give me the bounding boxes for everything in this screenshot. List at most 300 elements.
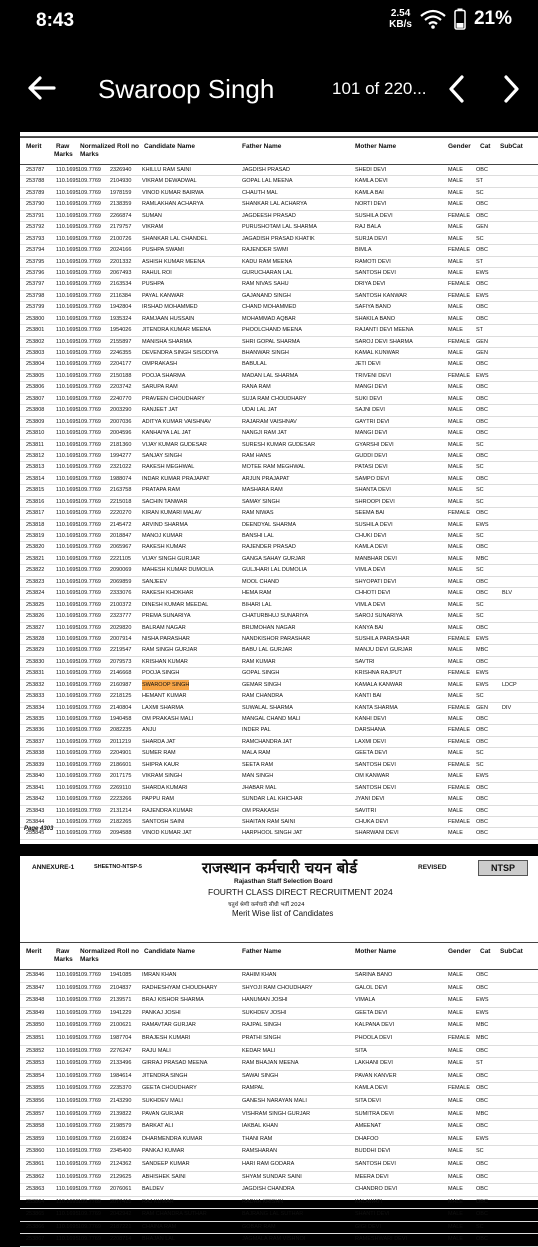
status-bar bbox=[0, 0, 538, 44]
cell-merit: 253836 bbox=[26, 727, 45, 734]
cell-category: OBC bbox=[476, 727, 488, 734]
cell-gender: MALE bbox=[448, 452, 463, 459]
cell-raw-marks: 110.1695 bbox=[56, 818, 79, 825]
cell-candidate-name: POOJA SINGH bbox=[142, 670, 180, 677]
cell-normalized-marks: 109.7769 bbox=[78, 796, 101, 803]
cell-candidate-name: OM PRAKASH MALI bbox=[142, 716, 194, 722]
cell-category: MBC bbox=[476, 555, 489, 562]
cell-category: MBC bbox=[476, 1110, 489, 1117]
table-row bbox=[20, 302, 538, 313]
cell-merit: 253806 bbox=[26, 384, 45, 391]
cell-raw-marks: 110.1695 bbox=[56, 235, 79, 242]
table-row bbox=[20, 485, 538, 496]
cell-merit: 253860 bbox=[26, 1148, 45, 1155]
col-merit: Merit bbox=[26, 143, 42, 150]
cell-mother-name: SHANTA DEVI bbox=[355, 487, 391, 494]
col-gender: Gender bbox=[448, 143, 471, 150]
table-row bbox=[20, 565, 538, 576]
table-row bbox=[20, 1033, 538, 1046]
cell-candidate-name: VINOD KUMAR JAT bbox=[142, 830, 192, 837]
cell-mother-name: RAJ BALA bbox=[355, 224, 381, 231]
cell-normalized-marks: 109.7769 bbox=[78, 167, 101, 173]
cell-mother-name: SITA bbox=[355, 1047, 367, 1054]
cell-normalized-marks: 109.7769 bbox=[78, 1047, 101, 1054]
cell-raw-marks: 110.1695 bbox=[56, 304, 79, 311]
pdf-page-next[interactable] bbox=[20, 856, 538, 1243]
table-row bbox=[20, 440, 538, 451]
table-row bbox=[20, 268, 538, 279]
cell-normalized-marks: 109.7769 bbox=[78, 567, 101, 574]
cell-candidate-name: SHIPRA KAUR bbox=[142, 761, 179, 768]
cell-raw-marks: 110.1695 bbox=[56, 1223, 79, 1230]
cell-roll-no: 2323777 bbox=[110, 613, 132, 620]
cell-normalized-marks: 109.7769 bbox=[78, 258, 101, 265]
cell-roll-no: 1984614 bbox=[110, 1072, 132, 1079]
table-row bbox=[20, 806, 538, 817]
cell-raw-marks: 110.1695 bbox=[56, 418, 79, 425]
col-roll-no: Roll no bbox=[117, 143, 140, 150]
cell-gender: MALE bbox=[448, 441, 463, 448]
cell-father-name: RADHA KRISHN bbox=[242, 1198, 284, 1205]
cell-mother-name: GUDDI DEVI bbox=[355, 452, 388, 459]
cell-raw-marks: 110.1695 bbox=[56, 361, 79, 368]
battery-percent: 21% bbox=[473, 8, 512, 29]
cell-raw-marks: 110.1695 bbox=[56, 624, 79, 631]
cell-normalized-marks: 109.7769 bbox=[78, 601, 101, 608]
cell-raw-marks: 110.1695 bbox=[56, 693, 79, 700]
cell-candidate-name: GEETA CHOUDHARY bbox=[142, 1085, 197, 1092]
cell-raw-marks: 110.1695 bbox=[56, 212, 79, 219]
cell-category: OBC bbox=[476, 201, 488, 208]
cell-raw-marks: 110.1695 bbox=[56, 430, 79, 437]
cell-gender: FEMALE bbox=[448, 818, 471, 825]
search-match-highlight: SWAROOP SINGH bbox=[142, 680, 189, 690]
cell-roll-no: 2201332 bbox=[110, 258, 132, 265]
cell-mother-name: KANHI DEVI bbox=[355, 716, 387, 722]
cell-gender: MALE bbox=[448, 1160, 463, 1167]
cell-category: OBC bbox=[476, 361, 488, 368]
cell-merit: 253828 bbox=[26, 635, 45, 642]
cell-raw-marks: 110.1695 bbox=[56, 544, 79, 551]
cell-father-name: MOHAMMAD AQBAR bbox=[242, 315, 296, 322]
table-row bbox=[20, 828, 538, 839]
cell-raw-marks: 110.1695 bbox=[56, 716, 79, 722]
cell-raw-marks: 110.1695 bbox=[56, 704, 79, 711]
cell-raw-marks: 110.1695 bbox=[56, 384, 79, 391]
cell-gender: MALE bbox=[448, 1186, 463, 1193]
table-row bbox=[20, 188, 538, 199]
cell-category: SC bbox=[476, 235, 484, 242]
cell-normalized-marks: 109.7769 bbox=[78, 1198, 101, 1205]
cell-mother-name: MANGI DEVI bbox=[355, 384, 388, 391]
cell-gender: MALE bbox=[448, 1135, 463, 1142]
previous-match-chevron-icon[interactable] bbox=[442, 72, 472, 106]
cell-normalized-marks: 109.7769 bbox=[78, 269, 101, 276]
cell-raw-marks: 110.1695 bbox=[56, 590, 79, 597]
network-speed-value: 2.54 bbox=[390, 8, 411, 19]
cell-mother-name: NORTI DEVI bbox=[355, 201, 387, 208]
table-row bbox=[20, 508, 538, 519]
cell-mother-name: SUKI DEVI bbox=[355, 395, 383, 402]
cell-mother-name: KAMLA DEVI bbox=[355, 178, 388, 185]
cell-raw-marks: 110.1695 bbox=[56, 1110, 79, 1117]
col-raw-marks-line2: Marks bbox=[54, 151, 73, 158]
col-cat: Cat bbox=[480, 948, 491, 955]
cell-category: OBC bbox=[476, 972, 488, 978]
cell-raw-marks: 110.1695 bbox=[56, 315, 79, 322]
cell-gender: MALE bbox=[448, 327, 463, 334]
cell-merit: 253826 bbox=[26, 613, 45, 620]
cell-normalized-marks: 109.7769 bbox=[78, 1022, 101, 1029]
cell-merit: 253851 bbox=[26, 1034, 45, 1041]
cell-category: OBC bbox=[476, 984, 488, 991]
cell-mother-name: AMEENAT bbox=[355, 1123, 382, 1130]
cell-category: SC bbox=[476, 533, 484, 539]
cell-normalized-marks: 109.7769 bbox=[78, 1110, 101, 1117]
cell-roll-no: 1942804 bbox=[110, 304, 132, 311]
cell-normalized-marks: 109.7769 bbox=[78, 452, 101, 459]
cell-merit: 253820 bbox=[26, 544, 45, 551]
table-row bbox=[20, 1197, 538, 1210]
cell-roll-no: 2116384 bbox=[110, 292, 132, 299]
cell-father-name: GULJHARI LAL DUMOLIA bbox=[242, 567, 307, 574]
table-row bbox=[20, 314, 538, 325]
cell-roll-no: 2333076 bbox=[110, 590, 132, 597]
table-row bbox=[20, 382, 538, 393]
table-row bbox=[20, 542, 538, 553]
cell-mother-name: DRIYA DEVI bbox=[355, 281, 386, 288]
cell-candidate-name: RAKESH KHOKHAR bbox=[142, 590, 194, 597]
cell-candidate-name: VIKRAM bbox=[142, 224, 164, 231]
cell-roll-no: 2090069 bbox=[110, 567, 132, 574]
cell-raw-marks: 110.1695 bbox=[56, 681, 79, 688]
cell-candidate-name: VINOD KUMAR BAIRWA bbox=[142, 189, 204, 196]
cell-gender: MALE bbox=[448, 350, 463, 356]
cell-gender: MALE bbox=[448, 773, 463, 780]
cell-mother-name: VIMLA DEVI bbox=[355, 601, 386, 608]
pdf-page-4303[interactable] bbox=[20, 132, 538, 844]
cell-normalized-marks: 109.7769 bbox=[78, 750, 101, 757]
cell-father-name: RAM CHANDRA bbox=[242, 693, 283, 700]
cell-merit: 253838 bbox=[26, 750, 45, 757]
cell-father-name: PRATHI SINGH bbox=[242, 1034, 281, 1041]
cell-category: EWS bbox=[476, 1135, 489, 1142]
cell-normalized-marks: 109.7769 bbox=[78, 464, 101, 471]
cell-roll-no: 2204901 bbox=[110, 750, 132, 757]
table-row bbox=[20, 417, 538, 428]
cell-father-name: SHAITAN RAM SAINI bbox=[242, 818, 296, 825]
cell-mother-name: SANTOSH DEVI bbox=[355, 269, 396, 276]
cell-father-name: RAJARAM VAISHNAV bbox=[242, 418, 297, 425]
cell-candidate-name: PAVAN GURJAR bbox=[142, 1110, 184, 1117]
cell-mother-name: SAMPO DEVI bbox=[355, 475, 390, 482]
cell-category: OBC bbox=[476, 578, 488, 585]
cell-merit: 253794 bbox=[26, 247, 45, 254]
cell-father-name: MASHARA RAM bbox=[242, 487, 283, 494]
cell-candidate-name: VIJAY KUMAR GUDESAR bbox=[142, 441, 207, 448]
cell-candidate-name: BRAJ KISHOR SHARMA bbox=[142, 997, 204, 1004]
cell-normalized-marks: 109.7769 bbox=[78, 1009, 101, 1016]
cell-merit: 253865 bbox=[26, 1211, 45, 1218]
cell-normalized-marks: 109.7769 bbox=[78, 590, 101, 597]
cell-candidate-name: VIKRAM DEWADWAL bbox=[142, 178, 197, 185]
cell-merit: 253863 bbox=[26, 1186, 45, 1193]
cell-category: SC bbox=[476, 464, 484, 471]
cell-candidate-name: SANJEEV bbox=[142, 578, 168, 585]
table-row bbox=[20, 725, 538, 736]
table-header bbox=[20, 942, 538, 970]
cell-category: OBC bbox=[476, 475, 488, 482]
cell-normalized-marks: 109.7769 bbox=[78, 1211, 101, 1218]
cell-father-name: BRIJMOHAN NAGAR bbox=[242, 624, 296, 631]
cell-merit: 253803 bbox=[26, 350, 45, 356]
cell-mother-name: JYANI DEVI bbox=[355, 796, 385, 803]
cell-raw-marks: 110.1695 bbox=[56, 201, 79, 208]
table-header bbox=[20, 137, 538, 165]
table-row bbox=[20, 1058, 538, 1071]
cell-father-name: SUJA RAM CHOUDHARY bbox=[242, 395, 307, 402]
table-row bbox=[20, 657, 538, 668]
cell-father-name: RAM KUMAR bbox=[242, 658, 276, 665]
cell-father-name: GURUCHARAN LAL bbox=[242, 269, 293, 276]
cell-merit: 253805 bbox=[26, 372, 45, 379]
cell-mother-name: SHARWANI DEVI bbox=[355, 830, 399, 837]
cell-merit: 253862 bbox=[26, 1173, 45, 1180]
table-row bbox=[20, 668, 538, 679]
cell-merit: 253799 bbox=[26, 304, 45, 311]
cell-merit: 253822 bbox=[26, 567, 45, 574]
col-raw-marks-line2: Marks bbox=[54, 956, 73, 963]
cell-gender: MALE bbox=[448, 1211, 463, 1218]
cell-raw-marks: 110.1695 bbox=[56, 258, 79, 265]
cell-raw-marks: 110.1695 bbox=[56, 178, 79, 185]
cell-category: OBC bbox=[476, 395, 488, 402]
cell-category: OBC bbox=[476, 281, 488, 288]
cell-category: OBC bbox=[476, 716, 488, 722]
cell-normalized-marks: 109.7769 bbox=[78, 1186, 101, 1193]
cell-roll-no: 2133496 bbox=[110, 1060, 132, 1067]
cell-mother-name: SAFIYA BANO bbox=[355, 304, 391, 311]
cell-normalized-marks: 109.7769 bbox=[78, 1072, 101, 1079]
cell-gender: MALE bbox=[448, 590, 463, 597]
cell-mother-name: MEERA DEVI bbox=[355, 1173, 389, 1180]
cell-gender: MALE bbox=[448, 395, 463, 402]
cell-raw-marks: 110.1695 bbox=[56, 510, 79, 517]
cell-category: EWS bbox=[476, 773, 489, 780]
cell-gender: MALE bbox=[448, 796, 463, 803]
cell-raw-marks: 110.1695 bbox=[56, 555, 79, 562]
cell-father-name: RAHIM KHAN bbox=[242, 972, 277, 978]
cell-father-name: OM PRAKASH bbox=[242, 807, 279, 814]
cell-merit: 253789 bbox=[26, 189, 45, 196]
cell-mother-name: SAVTRI bbox=[355, 658, 375, 665]
cell-normalized-marks: 109.7769 bbox=[78, 189, 101, 196]
cell-normalized-marks: 109.7769 bbox=[78, 338, 101, 345]
cell-father-name: HARPHOOL SINGH JAT bbox=[242, 830, 303, 837]
page-number: Page 4303 bbox=[24, 826, 54, 832]
cell-merit: 253833 bbox=[26, 693, 45, 700]
table-row bbox=[20, 337, 538, 348]
cell-normalized-marks: 109.7769 bbox=[78, 510, 101, 517]
cell-mother-name: LAKHANI DEVI bbox=[355, 1060, 393, 1067]
cell-merit: 253842 bbox=[26, 796, 45, 803]
cell-normalized-marks: 109.7769 bbox=[78, 624, 101, 631]
cell-mother-name: SAJNI DEVI bbox=[355, 407, 385, 414]
table-row bbox=[20, 1109, 538, 1122]
cell-gender: MALE bbox=[448, 361, 463, 368]
cell-father-name: BABU LAL GURJAR bbox=[242, 647, 293, 654]
cell-roll-no: 1994277 bbox=[110, 452, 132, 459]
cell-father-name: CHATURBHUJ SUNARIYA bbox=[242, 613, 309, 620]
cell-gender: MALE bbox=[448, 567, 463, 574]
cell-father-name: GOPAL LAL MEENA bbox=[242, 178, 293, 185]
cell-merit: 253832 bbox=[26, 681, 45, 688]
cell-merit: 253814 bbox=[26, 475, 45, 482]
cell-father-name: SUWALAL SHARMA bbox=[242, 704, 293, 711]
cell-merit: 253846 bbox=[26, 972, 45, 978]
cell-father-name: RAM BHAJAN MEENA bbox=[242, 1060, 299, 1067]
cell-raw-marks: 110.1695 bbox=[56, 475, 79, 482]
cell-father-name: SAWAI SINGH bbox=[242, 1072, 279, 1079]
org-name-english: Rajasthan Staff Selection Board bbox=[234, 878, 333, 885]
cell-father-name: SHYOJI RAM CHOUDHARY bbox=[242, 984, 313, 991]
cell-merit: 253843 bbox=[26, 807, 45, 814]
cell-candidate-name: RAMAVTAR GURJAR bbox=[142, 1022, 196, 1029]
cell-category: SC bbox=[476, 613, 484, 620]
cell-candidate-name: SUKHDEV MALI bbox=[142, 1097, 183, 1104]
cell-category: OBC bbox=[476, 1236, 488, 1243]
cell-merit: 253852 bbox=[26, 1047, 45, 1054]
cell-gender: MALE bbox=[448, 1173, 463, 1180]
cell-mother-name: OM KANWAR bbox=[355, 773, 390, 780]
cell-roll-no: 2163534 bbox=[110, 281, 132, 288]
cell-normalized-marks: 109.7769 bbox=[78, 544, 101, 551]
cell-candidate-name: SARUPA RAM bbox=[142, 384, 178, 391]
cell-gender: FEMALE bbox=[448, 212, 471, 219]
network-speed-unit: KB/s bbox=[389, 19, 412, 30]
cell-normalized-marks: 109.7769 bbox=[78, 613, 101, 620]
cell-raw-marks: 110.1695 bbox=[56, 1072, 79, 1079]
table-row bbox=[20, 1046, 538, 1059]
cell-category: EWS bbox=[476, 372, 489, 379]
cell-father-name: DEENDYAL SHARMA bbox=[242, 521, 297, 528]
cell-normalized-marks: 109.7769 bbox=[78, 984, 101, 991]
table-row bbox=[20, 325, 538, 336]
cell-roll-no: 2160824 bbox=[110, 1135, 132, 1142]
cell-father-name: VISHRAM SINGH GURJAR bbox=[242, 1110, 311, 1117]
cell-gender: MALE bbox=[448, 178, 463, 185]
cell-merit: 253818 bbox=[26, 521, 45, 528]
cell-category: OBC bbox=[476, 430, 488, 437]
cell-raw-marks: 110.1695 bbox=[56, 670, 79, 677]
cell-father-name: MANGAL CHAND MALI bbox=[242, 716, 301, 722]
cell-roll-no: 2326940 bbox=[110, 167, 132, 173]
cell-gender: MALE bbox=[448, 1198, 463, 1205]
table-row bbox=[20, 1234, 538, 1247]
table-row bbox=[20, 211, 538, 222]
cell-gender: MALE bbox=[448, 972, 463, 978]
cell-gender: MALE bbox=[448, 1060, 463, 1067]
cell-gender: MALE bbox=[448, 1022, 463, 1029]
cell-raw-marks: 110.1695 bbox=[56, 1097, 79, 1104]
back-arrow-icon[interactable] bbox=[22, 68, 62, 108]
col-candidate-name: Candidate Name bbox=[144, 143, 195, 150]
status-time: 8:43 bbox=[36, 10, 75, 31]
cell-normalized-marks: 109.7769 bbox=[78, 761, 101, 768]
cell-raw-marks: 110.1695 bbox=[56, 292, 79, 299]
cell-category: SC bbox=[476, 567, 484, 574]
cell-father-name: RANA RAM bbox=[242, 384, 271, 391]
cell-candidate-name: SACHIN TANWAR bbox=[142, 498, 188, 505]
cell-normalized-marks: 109.7769 bbox=[78, 201, 101, 208]
cell-raw-marks: 110.1695 bbox=[56, 796, 79, 803]
cell-candidate-name: MANISHA SHARMA bbox=[142, 338, 192, 345]
cell-normalized-marks: 109.7769 bbox=[78, 681, 101, 688]
cell-mother-name: PHOOLA DEVI bbox=[355, 1034, 392, 1041]
cell-merit: 253854 bbox=[26, 1072, 45, 1079]
cell-normalized-marks: 109.7769 bbox=[78, 1223, 101, 1230]
cell-mother-name: SEEMA BAI bbox=[355, 510, 385, 517]
cell-candidate-name: DEVENDRA SINGH SISODIYA bbox=[142, 350, 219, 356]
cell-candidate-name: MANOJ KUMAR bbox=[142, 533, 183, 539]
cell-gender: MALE bbox=[448, 693, 463, 700]
cell-normalized-marks: 109.7769 bbox=[78, 1034, 101, 1041]
cell-normalized-marks: 109.7769 bbox=[78, 693, 101, 700]
cell-merit: 253827 bbox=[26, 624, 45, 631]
cell-mother-name: SHANTI DEVI bbox=[355, 1211, 390, 1218]
table-row bbox=[20, 1008, 538, 1021]
cell-father-name: PURUSHOTAM LAL SHARMA bbox=[242, 224, 317, 231]
cell-normalized-marks: 109.7769 bbox=[78, 441, 101, 448]
cell-mother-name: SAVITRI bbox=[355, 807, 376, 814]
cell-mother-name: SANTOSH DEVI bbox=[355, 761, 396, 768]
cell-father-name: GANGA SAHAY GURJAR bbox=[242, 555, 306, 562]
cell-candidate-name: SANTOSH SAINI bbox=[142, 818, 185, 825]
cell-gender: FEMALE bbox=[448, 635, 471, 642]
cell-mother-name: SANTOSH KANWAR bbox=[355, 292, 407, 299]
cell-candidate-name: PAYAL KANWAR bbox=[142, 292, 184, 299]
cell-roll-no: 2076061 bbox=[110, 1186, 132, 1193]
cell-merit: 253837 bbox=[26, 738, 45, 745]
cell-father-name: KADU RAM MEENA bbox=[242, 258, 293, 265]
cell-candidate-name: KIRAN KUMARI MALAV bbox=[142, 510, 202, 517]
cell-mother-name: SARINA BANO bbox=[355, 972, 393, 978]
cell-gender: MALE bbox=[448, 167, 463, 173]
cell-normalized-marks: 109.7769 bbox=[78, 807, 101, 814]
table-row bbox=[20, 520, 538, 531]
cell-normalized-marks: 109.7769 bbox=[78, 292, 101, 299]
cell-gender: MALE bbox=[448, 384, 463, 391]
cell-father-name: BABULAL bbox=[242, 361, 267, 368]
cell-gender: FEMALE bbox=[448, 281, 471, 288]
cell-normalized-marks: 109.7769 bbox=[78, 1123, 101, 1130]
table-row bbox=[20, 794, 538, 805]
match-counter: 101 of 220... bbox=[332, 79, 427, 98]
cell-roll-no: 2187221 bbox=[110, 1223, 132, 1230]
cell-category: ST bbox=[476, 258, 484, 265]
cell-gender: MALE bbox=[448, 430, 463, 437]
cell-raw-marks: 110.1695 bbox=[56, 327, 79, 334]
cell-father-name: CHAUTH MAL bbox=[242, 189, 278, 196]
cell-category: EWS bbox=[476, 997, 489, 1004]
cell-merit: 253821 bbox=[26, 555, 45, 562]
cell-roll-no: 2094588 bbox=[110, 830, 132, 837]
cell-gender: MALE bbox=[448, 750, 463, 757]
next-match-chevron-icon[interactable] bbox=[496, 72, 526, 106]
cell-normalized-marks: 109.7769 bbox=[78, 635, 101, 642]
table-row bbox=[20, 405, 538, 416]
cell-roll-no: 2220270 bbox=[110, 510, 132, 517]
